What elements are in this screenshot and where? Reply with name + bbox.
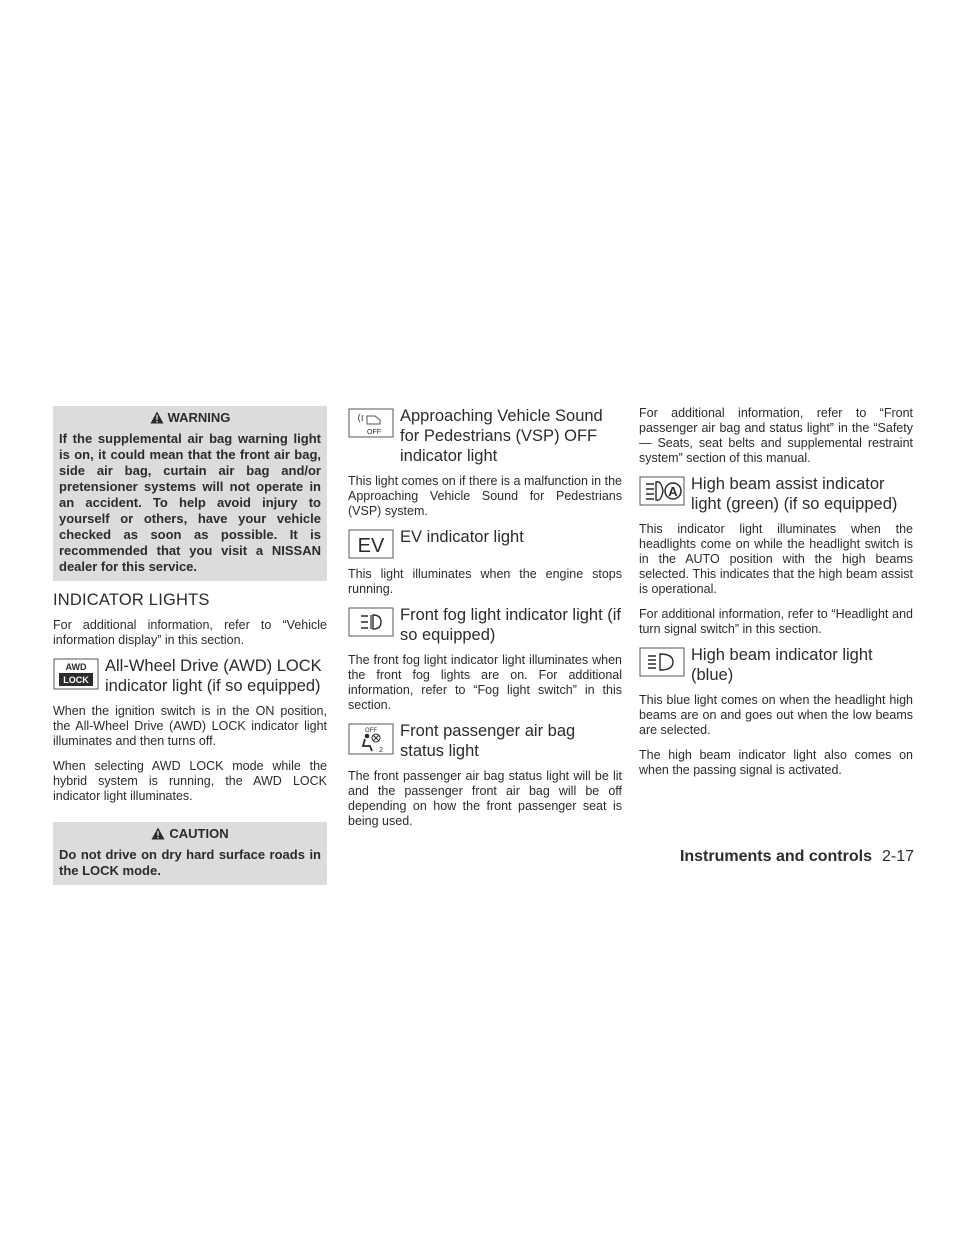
- passenger-airbag-status-icon: [348, 723, 394, 755]
- vsp-title: Approaching Vehicle Sound for Pedestrians (VSP) OFF indicator light: [400, 407, 603, 465]
- caution-title-text: CAUTION: [169, 826, 229, 841]
- column-right: [639, 406, 913, 788]
- section-title: INDICATOR LIGHTS: [53, 591, 210, 609]
- awd-icon-text: AWD: [65, 662, 87, 672]
- vsp-off-icon: [348, 408, 394, 438]
- airbag-heading: [348, 723, 622, 761]
- hba-paragraph-1: This indicator light illuminates when the headlights come on while the headlight switch is in the AUTO position with the high beams selected. This indicates that the high beam assist is operational.: [639, 522, 913, 596]
- warning-title-text: WARNING: [167, 410, 231, 425]
- ev-icon-text: EV: [357, 535, 385, 557]
- ev-paragraph: This light illuminates when the engine stops running.: [348, 567, 622, 596]
- caution-icon: [151, 827, 165, 840]
- awd-lock-title: All-Wheel Drive (AWD) LOCK indicator light (if so equipped): [105, 657, 322, 695]
- hba-title: High beam assist indicator light (green) (if so equipped): [691, 475, 898, 513]
- vsp-paragraph: This light comes on if there is a malfunction in the Approaching Vehicle Sound for Pedestrians (VSP) system.: [348, 474, 622, 518]
- ev-heading: [348, 529, 622, 559]
- column-middle: [348, 406, 622, 839]
- warning-box: [53, 406, 327, 581]
- awd-lock-heading: [53, 658, 327, 696]
- svg-text:2: 2: [379, 747, 383, 754]
- indicator-intro: For additional information, refer to “Vehicle information display” in this section.: [53, 618, 327, 647]
- hb-paragraph-1: This blue light comes on when the headlight high beams are on and goes out when the low beams are selected.: [639, 693, 913, 737]
- front-fog-light-icon: [348, 607, 394, 637]
- hba-paragraph-2: For additional information, refer to “Headlight and turn signal switch” in this section.: [639, 607, 913, 636]
- high-beam-icon: [639, 647, 685, 677]
- page-footer: [0, 848, 914, 866]
- awd-paragraph-1: When the ignition switch is in the ON position, the All-Wheel Drive (AWD) LOCK indicator light illuminates and then turns off.: [53, 704, 327, 748]
- airbag-reference: For additional information, refer to “Front passenger air bag and status light” in the “Safety — Seats, seat belts and supplemental restraint system” section of this manual.: [639, 406, 913, 465]
- page-number: 2-17: [881, 848, 914, 865]
- hba-heading: [639, 476, 913, 514]
- airbag-off-text: OFF: [365, 728, 377, 734]
- caution-body: Do not drive on dry hard surface roads in the LOCK mode.: [59, 847, 321, 878]
- awd-lock-icon: [53, 658, 99, 690]
- ev-icon: [348, 529, 394, 559]
- warning-title: [59, 410, 321, 425]
- vsp-off-text: OFF: [367, 429, 381, 436]
- airbag-paragraph: The front passenger air bag status light will be lit and the passenger front air bag will be off depending on how the front passenger seat is being used.: [348, 769, 622, 828]
- footer-section-title: Instruments and controls: [679, 848, 872, 865]
- hb-heading: [639, 647, 913, 685]
- hba-icon-text: A: [668, 484, 678, 499]
- ev-title: EV indicator light: [400, 528, 524, 546]
- fog-heading: [348, 607, 622, 645]
- high-beam-assist-icon: [639, 476, 685, 506]
- airbag-title: Front passenger air bag status light: [400, 722, 576, 760]
- warning-body: If the supplemental air bag warning light is on, it could mean that the front air bag, side air bag, curtain air bag and/or pretensioner systems will not operate in an accident. To help avoid injury to yourself or others, have your vehicle checked as soon as possible. It is recommended that you visit a NISSAN dealer for this service.: [59, 431, 321, 574]
- fog-title: Front fog light indicator light (if so equipped): [400, 606, 622, 644]
- hb-paragraph-2: The high beam indicator light also comes on when the passing signal is activated.: [639, 748, 913, 777]
- caution-title: [59, 826, 321, 841]
- vsp-heading: [348, 408, 622, 466]
- fog-paragraph: The front fog light indicator light illuminates when the front fog lights are on. For additional information, refer to “Fog light switch” in this section.: [348, 653, 622, 712]
- awd-paragraph-2: When selecting AWD LOCK mode while the hybrid system is running, the AWD LOCK indicator light illuminates.: [53, 759, 327, 803]
- warning-icon: [150, 411, 164, 424]
- hb-title: High beam indicator light (blue): [691, 646, 873, 684]
- column-left: [53, 406, 327, 885]
- lock-icon-text: LOCK: [63, 675, 89, 685]
